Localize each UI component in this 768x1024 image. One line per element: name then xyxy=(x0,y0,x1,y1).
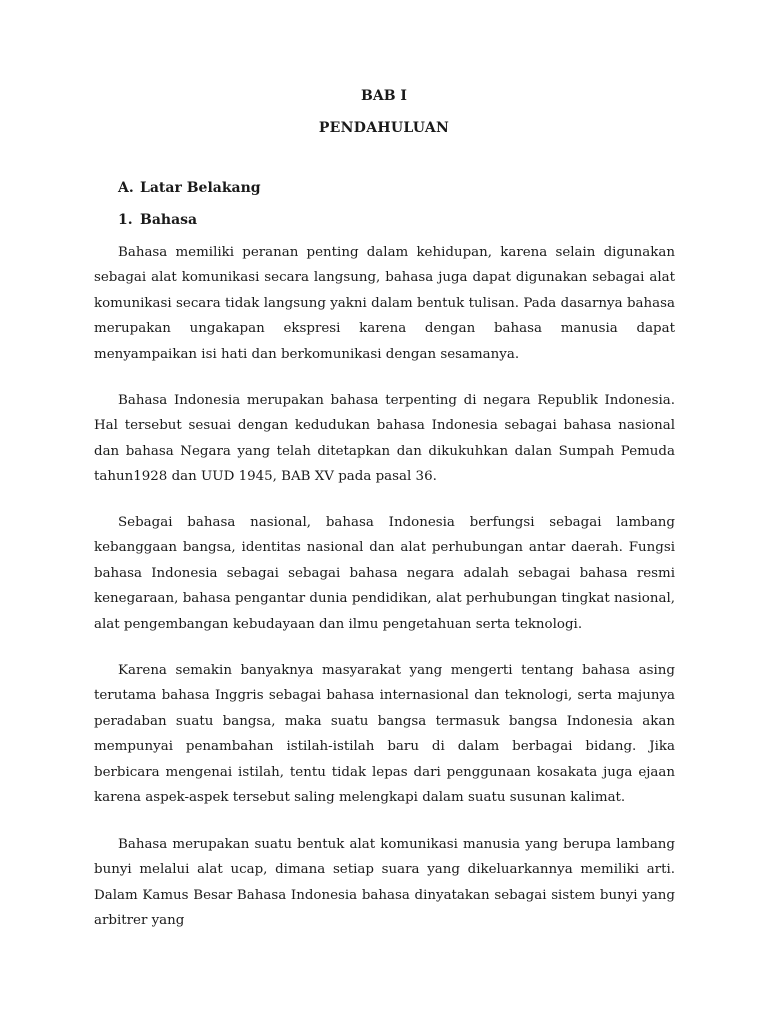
subsection-title: Bahasa xyxy=(140,212,198,228)
paragraph: Sebagai bahasa nasional, bahasa Indonesia berfungsi sebagai lambang kebanggaan bangsa, identitas nasional dan alat perhubungan antar daerah. Fungsi bahasa Indonesia sebagai sebagai bahasa negara adalah sebagai bahasa resmi kenegaraan, bahasa pengantar dunia pendidikan, alat perhubungan tingkat nasional, alat pengembangan kebudayaan dan ilmu pengetahuan serta teknologi. xyxy=(94,515,675,632)
section-title: Latar Belakang xyxy=(140,180,261,196)
chapter-title: PENDAHULUAN xyxy=(318,120,450,136)
chapter-number: BAB I xyxy=(361,88,407,104)
section-marker: A. xyxy=(118,180,134,196)
subsection-marker: 1. xyxy=(118,212,133,228)
paragraph: Karena semakin banyaknya masyarakat yang mengerti tentang bahasa asing terutama bahasa Inggris sebagai bahasa internasional dan teknologi, serta majunya peradaban suatu bangsa, maka suatu bangsa termasuk bangsa Indonesia akan mempunyai penambahan istilah-istilah baru di dalam berbagai bidang. Jika berbicara mengenai istilah, tentu tidak lepas dari penggunaan kosakata juga ejaan karena aspek-aspek tersebut saling melengkapi dalam suatu susunan kalimat. xyxy=(94,663,675,806)
section-heading xyxy=(118,180,261,196)
subsection-heading xyxy=(118,212,197,228)
paragraph: Bahasa Indonesia merupakan bahasa terpenting di negara Republik Indonesia. Hal tersebut sesuai dengan kedudukan bahasa Indonesia sebagai bahasa nasional dan bahasa Negara yang telah ditetapkan dan dikukuhkan dalan Sumpah Pemuda tahun1928 dan UUD 1945, BAB XV pada pasal 36. xyxy=(94,393,675,485)
paragraph: Bahasa merupakan suatu bentuk alat komunikasi manusia yang berupa lambang bunyi melalui alat ucap, dimana setiap suara yang dikeluarkannya memiliki arti. Dalam Kamus Besar Bahasa Indonesia bahasa dinyatakan sebagai sistem bunyi yang arbitrer yang xyxy=(94,837,675,929)
paragraph: Bahasa memiliki peranan penting dalam kehidupan, karena selain digunakan sebagai alat komunikasi secara langsung, bahasa juga dapat digunakan sebagai alat komunikasi secara tidak langsung yakni dalam bentuk tulisan. Pada dasarnya bahasa merupakan ungakapan ekspresi karena dengan bahasa manusia dapat menyampaikan isi hati dan berkomunikasi dengan sesamanya. xyxy=(94,245,675,362)
